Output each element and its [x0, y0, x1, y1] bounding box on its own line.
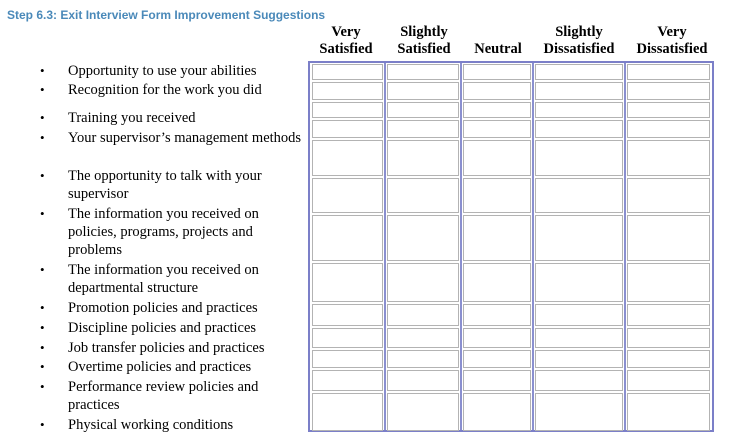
column-header-line2: Satisfied [397, 41, 451, 57]
response-cell-neutral[interactable] [463, 328, 531, 348]
response-cell-slightly-dissatisfied[interactable] [535, 350, 623, 368]
response-cell-very-dissatisfied[interactable] [627, 263, 710, 302]
column-divider [624, 63, 626, 430]
response-cell-very-dissatisfied[interactable] [627, 370, 710, 391]
response-cell-very-satisfied[interactable] [312, 370, 383, 391]
response-cell-very-satisfied[interactable] [312, 82, 383, 100]
column-divider [532, 63, 534, 430]
bullet: • [40, 320, 45, 335]
response-cell-very-satisfied[interactable] [312, 263, 383, 302]
question-text: Job transfer policies and practices [68, 340, 265, 356]
response-cell-slightly-satisfied[interactable] [387, 82, 459, 100]
response-cell-neutral[interactable] [463, 370, 531, 391]
bullet: • [40, 379, 45, 394]
response-cell-slightly-dissatisfied[interactable] [535, 263, 623, 302]
response-cell-neutral[interactable] [463, 178, 531, 213]
question-text: Your supervisor’s management methods [68, 130, 302, 146]
column-divider [460, 63, 462, 430]
column-header-line2: Dissatisfied [543, 41, 615, 57]
response-cell-very-dissatisfied[interactable] [627, 350, 710, 368]
response-cell-very-dissatisfied[interactable] [627, 328, 710, 348]
response-cell-very-satisfied[interactable] [312, 393, 383, 431]
question-text: The information you received on policies, programs, projects and problems [68, 206, 259, 258]
column-header-slightly-dissatisfied [534, 24, 624, 58]
response-cell-very-dissatisfied[interactable] [627, 178, 710, 213]
question-text: Training you received [68, 110, 196, 126]
response-cell-neutral[interactable] [463, 215, 531, 261]
response-cell-very-dissatisfied[interactable] [627, 393, 710, 431]
response-cell-neutral[interactable] [463, 140, 531, 176]
question-text: Performance review policies and practices [68, 379, 259, 413]
response-cell-slightly-dissatisfied[interactable] [535, 82, 623, 100]
response-cell-slightly-satisfied[interactable] [387, 304, 459, 326]
response-cell-slightly-dissatisfied[interactable] [535, 64, 623, 80]
response-cell-slightly-dissatisfied[interactable] [535, 140, 623, 176]
question-text: Recognition for the work you did [68, 82, 262, 98]
response-cell-slightly-satisfied[interactable] [387, 328, 459, 348]
response-cell-neutral[interactable] [463, 304, 531, 326]
response-cell-slightly-satisfied[interactable] [387, 350, 459, 368]
response-cell-neutral[interactable] [463, 82, 531, 100]
column-header-neutral [464, 24, 532, 58]
bullet: • [40, 359, 45, 374]
response-cell-neutral[interactable] [463, 350, 531, 368]
response-cell-very-satisfied[interactable] [312, 350, 383, 368]
response-cell-very-satisfied[interactable] [312, 178, 383, 213]
question-text: The opportunity to talk with your supervisor [68, 168, 262, 202]
response-grid [308, 61, 714, 432]
response-cell-very-dissatisfied[interactable] [627, 304, 710, 326]
column-header-line1: Very [657, 24, 687, 40]
response-cell-slightly-satisfied[interactable] [387, 215, 459, 261]
response-cell-neutral[interactable] [463, 64, 531, 80]
response-cell-slightly-satisfied[interactable] [387, 140, 459, 176]
response-cell-slightly-satisfied[interactable] [387, 102, 459, 118]
response-cell-neutral[interactable] [463, 263, 531, 302]
column-header-line1: Very [331, 24, 361, 40]
question-text: Discipline policies and practices [68, 320, 257, 336]
response-cell-slightly-dissatisfied[interactable] [535, 328, 623, 348]
response-cell-very-dissatisfied[interactable] [627, 102, 710, 118]
column-header-line2: Satisfied [319, 41, 373, 57]
question-text: Opportunity to use your abilities [68, 63, 257, 79]
bullet: • [40, 262, 45, 277]
bullet: • [40, 168, 45, 183]
bullet: • [40, 340, 45, 355]
response-cell-neutral[interactable] [463, 102, 531, 118]
column-header-very-dissatisfied [628, 24, 716, 58]
bullet: • [40, 300, 45, 315]
response-cell-slightly-satisfied[interactable] [387, 64, 459, 80]
response-cell-very-satisfied[interactable] [312, 120, 383, 138]
question-text: Overtime policies and practices [68, 359, 252, 375]
question-text: Promotion policies and practices [68, 300, 258, 316]
response-cell-very-satisfied[interactable] [312, 328, 383, 348]
response-cell-slightly-dissatisfied[interactable] [535, 393, 623, 431]
column-header-line1: Slightly [555, 24, 603, 40]
column-header-line2: Neutral [474, 41, 522, 57]
response-cell-very-satisfied[interactable] [312, 140, 383, 176]
bullet: • [40, 82, 45, 97]
response-cell-slightly-dissatisfied[interactable] [535, 120, 623, 138]
response-cell-neutral[interactable] [463, 120, 531, 138]
response-cell-slightly-satisfied[interactable] [387, 263, 459, 302]
response-cell-very-satisfied[interactable] [312, 102, 383, 118]
column-divider [384, 63, 386, 430]
response-cell-slightly-satisfied[interactable] [387, 393, 459, 431]
response-cell-very-dissatisfied[interactable] [627, 140, 710, 176]
response-cell-very-dissatisfied[interactable] [627, 64, 710, 80]
response-cell-slightly-satisfied[interactable] [387, 178, 459, 213]
response-cell-slightly-satisfied[interactable] [387, 120, 459, 138]
response-cell-very-dissatisfied[interactable] [627, 82, 710, 100]
response-cell-neutral[interactable] [463, 393, 531, 431]
response-cell-slightly-satisfied[interactable] [387, 370, 459, 391]
bullet: • [40, 130, 45, 145]
response-cell-very-dissatisfied[interactable] [627, 215, 710, 261]
response-cell-very-dissatisfied[interactable] [627, 120, 710, 138]
column-header-line1 [464, 24, 532, 41]
response-cell-very-satisfied[interactable] [312, 215, 383, 261]
response-cell-very-satisfied[interactable] [312, 304, 383, 326]
bullet: • [40, 417, 45, 432]
question-text: The information you received on departmental structure [68, 262, 259, 296]
question-text: Physical working conditions [68, 417, 234, 433]
column-header-line2: Dissatisfied [636, 41, 708, 57]
column-header-line1: Slightly [400, 24, 448, 40]
response-cell-slightly-dissatisfied[interactable] [535, 102, 623, 118]
response-cell-slightly-dissatisfied[interactable] [535, 178, 623, 213]
response-cell-slightly-dissatisfied[interactable] [535, 304, 623, 326]
bullet: • [40, 110, 45, 125]
response-cell-slightly-dissatisfied[interactable] [535, 215, 623, 261]
column-header-slightly-satisfied [386, 24, 462, 58]
response-cell-very-satisfied[interactable] [312, 64, 383, 80]
response-cell-slightly-dissatisfied[interactable] [535, 370, 623, 391]
page-title: Step 6.3: Exit Interview Form Improvement Suggestions [7, 8, 326, 22]
bullet: • [40, 63, 45, 78]
column-header-very-satisfied [310, 24, 382, 58]
bullet: • [40, 206, 45, 221]
